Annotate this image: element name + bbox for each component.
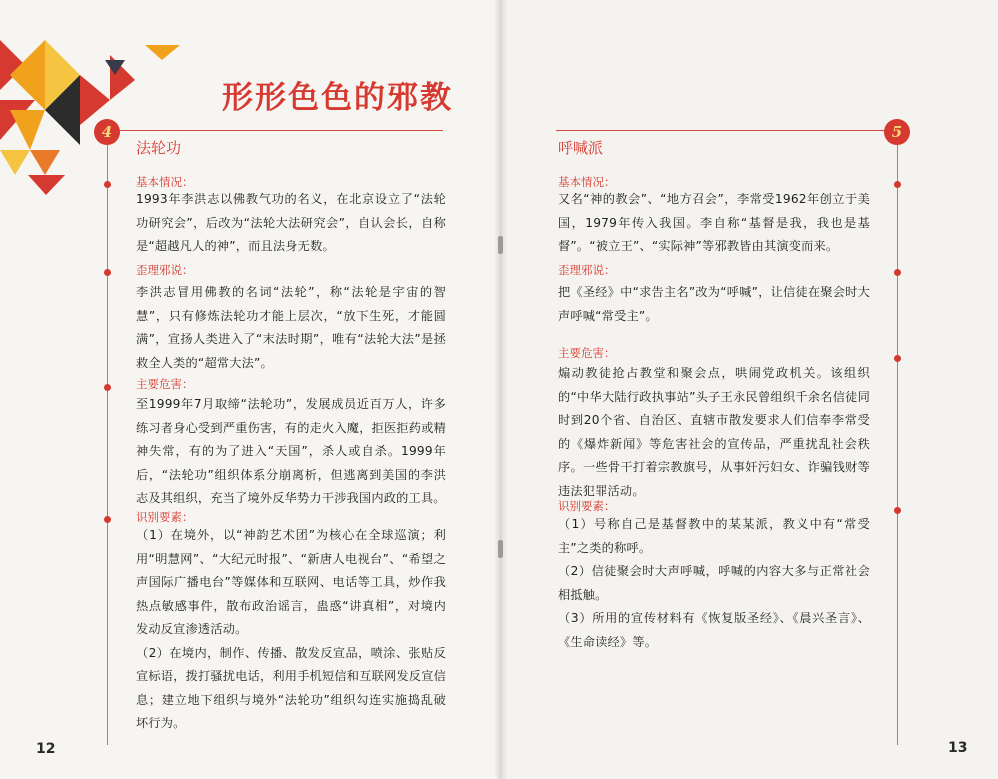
section-number-badge: 4 [94, 119, 120, 145]
block-heading: 基本情况： [136, 175, 194, 189]
right-timeline [897, 145, 898, 745]
page-number: 12 [36, 741, 56, 757]
paragraph: 又名“神的教会”、“地方召会”，李常受1962年创立于美国，1979年传入我国。李自称“基督是我，我也是基督”。“被立王”、“实际神”等邪教皆由其演变而来。 [558, 192, 870, 253]
section-title: 法轮功 [136, 139, 182, 157]
right-title-rule [556, 130, 892, 131]
timeline-dot [104, 269, 111, 276]
section-number-badge: 5 [884, 119, 910, 145]
left-timeline [107, 145, 108, 745]
center-fold [494, 0, 508, 779]
page-number: 13 [948, 740, 968, 756]
block-heading: 识别要素： [558, 499, 616, 513]
block-text [136, 524, 446, 736]
paragraph: 至1999年7月取缔“法轮功”，发展成员近百万人，许多练习者身心受到严重伤害，有的走火入魔，拒医拒药或精神失常，有的为了进入“天国”，杀人或自杀。1999年后，“法轮功”组织体系分崩离析，但逃离到美国的李洪志及其组织，充当了境外反华势力干涉我国内政的工具。 [136, 397, 446, 505]
paragraph: 把《圣经》中“求告主名”改为“呼喊”，让信徒在聚会时大声呼喊“常受主”。 [558, 285, 870, 323]
block-heading: 主要危害： [558, 346, 616, 360]
block-text [136, 188, 446, 259]
paragraph: （2）在境内，制作、传播、散发反宣品，喷涂、张贴反宣标语，拨打骚扰电话，利用手机短信和互联网发反宣信息；建立地下组织与境外“法轮功”组织勾连实施捣乱破坏行为。 [136, 645, 446, 730]
timeline-dot [104, 384, 111, 391]
timeline-dot [104, 181, 111, 188]
timeline-dot [104, 516, 111, 523]
staple [498, 236, 503, 254]
left-title-rule [118, 130, 443, 131]
paragraph: （1）号称自己是基督教中的某某派，教义中有“常受主”之类的称呼。 [558, 517, 870, 555]
block-text [136, 281, 446, 375]
staple [498, 540, 503, 558]
block-heading: 歪理邪说： [136, 263, 194, 277]
block-text [558, 513, 870, 654]
block-text [558, 188, 870, 259]
timeline-dot [894, 355, 901, 362]
paragraph: 李洪志冒用佛教的名词“法轮”，称“法轮是宇宙的智慧”，只有修炼法轮功才能上层次，“放下生死，才能圆满”，宣扬人类进入了“末法时期”，唯有“法轮大法”是拯救全人类的“超常大法”。 [136, 285, 446, 370]
paragraph: 1993年李洪志以佛教气功的名义，在北京设立了“法轮功研究会”，后改为“法轮大法研究会”，自认会长，自称是“超越凡人的神”，而且法身无数。 [136, 192, 446, 253]
block-text [136, 393, 446, 511]
paragraph: （3）所用的宣传材料有《恢复版圣经》、《晨兴圣言》、《生命读经》等。 [558, 611, 870, 649]
block-text [558, 362, 870, 503]
geometric-decoration [0, 0, 200, 200]
timeline-dot [894, 507, 901, 514]
paragraph: （2）信徒聚会时大声呼喊，呼喊的内容大多与正常社会相抵触。 [558, 564, 870, 602]
paragraph: （1）在境外，以“神韵艺术团”为核心在全球巡演；利用“明慧网”、“大纪元时报”、“新唐人电视台”、“希望之声国际广播电台”等媒体和互联网、电话等工具，炒作我热点敏感事件，散布政治谣言，蛊惑“讲真相”，对境内发动反宣渗透活动。 [136, 528, 446, 636]
page-title: 形形色色的邪教 [222, 80, 453, 116]
block-text [558, 281, 870, 328]
block-heading: 基本情况： [558, 175, 616, 189]
block-heading: 歪理邪说： [558, 263, 616, 277]
section-title: 呼喊派 [558, 139, 604, 157]
paragraph: 煽动教徒抢占教堂和聚会点，哄闹党政机关。该组织的“中华大陆行政执事站”头子王永民曾组织千余名信徒同时到20个省、自治区、直辖市散发要求人们信奉李常受的《爆炸新闻》等危害社会的宣传品，严重扰乱社会秩序。一些骨干打着宗教旗号，从事奸污妇女、诈骗钱财等违法犯罪活动。 [558, 366, 870, 498]
timeline-dot [894, 181, 901, 188]
timeline-dot [894, 269, 901, 276]
block-heading: 主要危害： [136, 377, 194, 391]
block-heading: 识别要素： [136, 510, 194, 524]
